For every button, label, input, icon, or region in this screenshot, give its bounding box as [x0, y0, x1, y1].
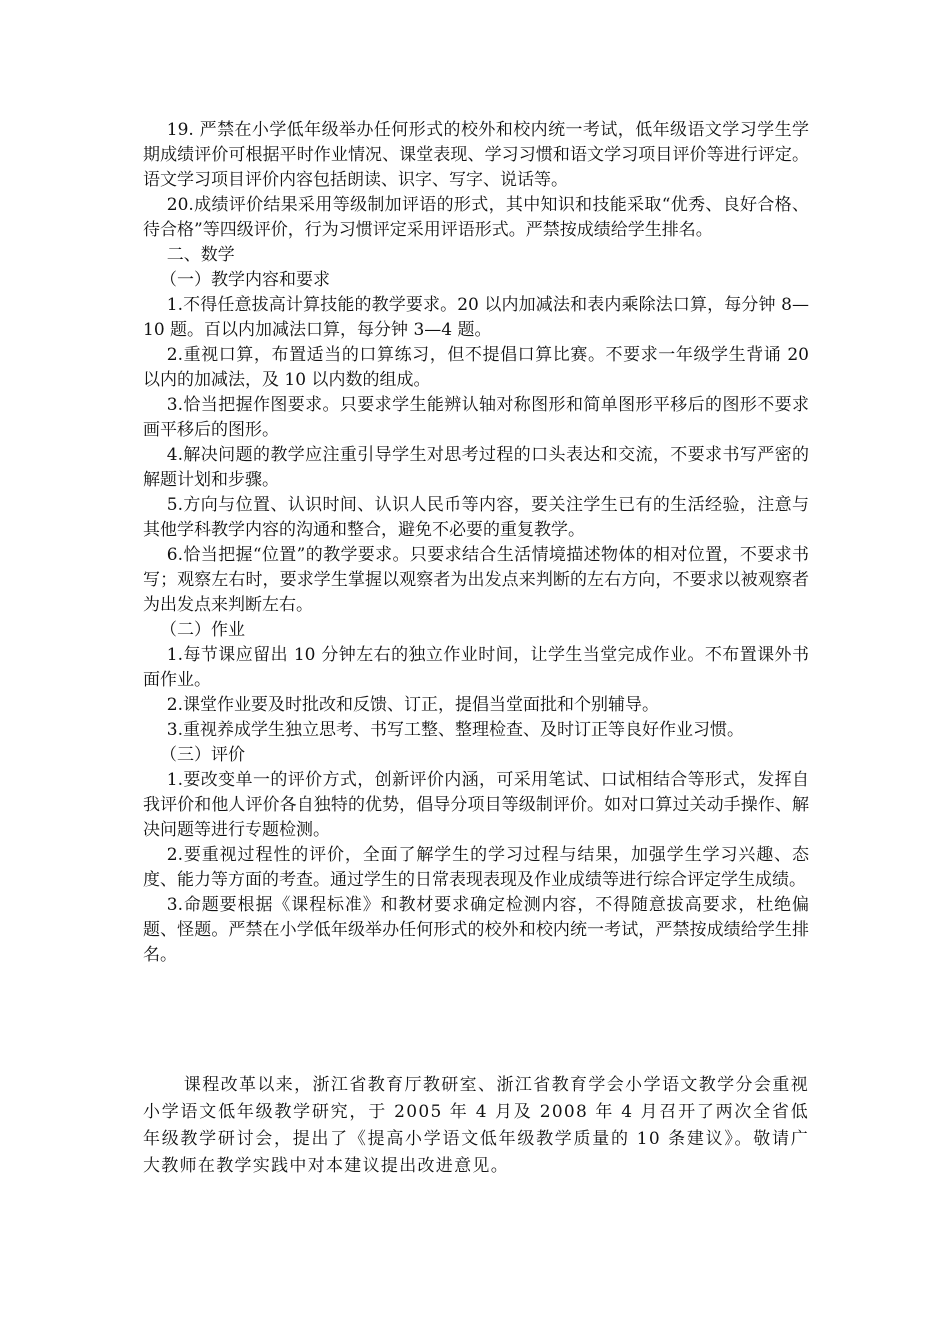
chinese-item-19: 19. 严禁在小学低年级举办任何形式的校外和校内统一考试，低年级语文学习学生学期成绩评价可根据平时作业情况、课堂表现、学习习惯和语文学习项目评价等进行评定。语文学习项目评价内容包括朗读、识字、写字、说话等。	[143, 120, 809, 190]
content-item-6: 6.恰当把握“位置”的教学要求。只要求结合生活情境描述物体的相对位置，不要求书写；观察左右时，要求学生掌握以观察者为出发点来判断的左右方向，不要求以被观察者为出发点来判断左右。	[143, 545, 809, 615]
content-item-2: 2.重视口算，布置适当的口算练习，但不提倡口算比赛。不要求一年级学生背诵 20 以内的加减法，及 10 以内数的组成。	[143, 345, 809, 390]
evaluation-item-1: 1.要改变单一的评价方式，创新评价内涵，可采用笔试、口试相结合等形式，发挥自我评价和他人评价各自独特的优势，倡导分项目等级制评价。如对口算过关动手操作、解决问题等进行专题检测。	[143, 770, 809, 840]
chinese-item-20: 20.成绩评价结果采用等级制加评语的形式，其中知识和技能采取“优秀、良好合格、待合格”等四级评价，行为习惯评定采用评语形式。严禁按成绩给学生排名。	[143, 195, 809, 240]
subsection-heading-evaluation: （三）评价	[160, 745, 245, 765]
intro-paragraph: 课程改革以来，浙江省教育厅教研室、浙江省教育学会小学语文教学分会重视小学语文低年级教学研究，于 2005 年 4 月及 2008 年 4 月召开了两次全省低年级教学研讨会，提出了《提高小学语文低年级教学质量的 10 条建议》。敬请广大教师在教学实践中对本建议提出改进意见。	[143, 1075, 809, 1176]
evaluation-item-3: 3.命题要根据《课程标准》和教材要求确定检测内容，不得随意拔高要求，杜绝偏题、怪题。严禁在小学低年级举办任何形式的校外和校内统一考试，严禁按成绩给学生排名。	[143, 895, 809, 965]
content-item-5: 5.方向与位置、认识时间、认识人民币等内容，要关注学生已有的生活经验，注意与其他学科教学内容的沟通和整合，避免不必要的重复教学。	[143, 495, 809, 540]
homework-item-3: 3.重视养成学生独立思考、书写工整、整理检查、及时订正等良好作业习惯。	[166, 720, 745, 740]
homework-item-2: 2.课堂作业要及时批改和反馈、订正，提倡当堂面批和个别辅导。	[166, 695, 660, 715]
content-item-4: 4.解决问题的教学应注重引导学生对思考过程的口头表达和交流，不要求书写严密的解题计划和步骤。	[143, 445, 809, 490]
subsection-heading-content: （一）教学内容和要求	[160, 270, 330, 290]
homework-item-1: 1.每节课应留出 10 分钟左右的独立作业时间，让学生当堂完成作业。不布置课外书面作业。	[143, 645, 809, 690]
content-item-3: 3.恰当把握作图要求。只要求学生能辨认轴对称图形和简单图形平移后的图形不要求画平移后的图形。	[143, 395, 809, 440]
evaluation-item-2: 2.要重视过程性的评价，全面了解学生的学习过程与结果，加强学生学习兴趣、态度、能力等方面的考查。通过学生的日常表现表现及作业成绩等进行综合评定学生成绩。	[143, 845, 809, 890]
content-item-1: 1.不得任意拔高计算技能的教学要求。20 以内加减法和表内乘除法口算，每分钟 8—10 题。百以内加减法口算，每分钟 3—4 题。	[143, 295, 809, 340]
subsection-heading-homework: （二）作业	[160, 620, 245, 640]
document-body	[143, 118, 809, 968]
section-heading-math: 二、数学	[166, 245, 235, 265]
